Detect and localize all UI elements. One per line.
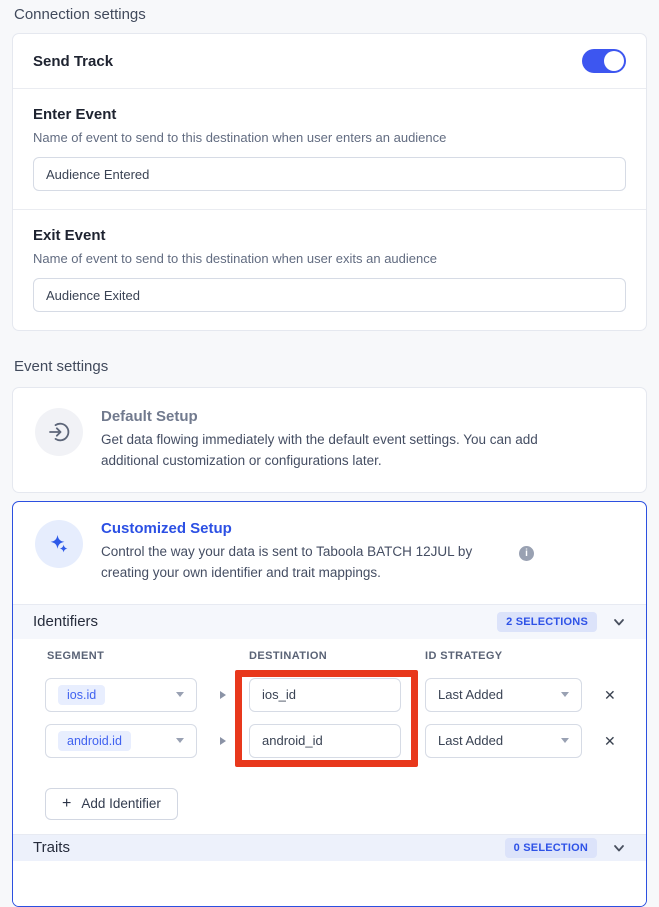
caret-down-icon xyxy=(561,692,569,697)
card-bottom-area xyxy=(13,861,646,906)
caret-down-icon xyxy=(561,738,569,743)
segment-chip: ios.id xyxy=(58,685,105,705)
segment-select-ios[interactable] xyxy=(45,678,197,712)
plus-icon: + xyxy=(62,794,72,812)
connection-settings-heading: Connection settings xyxy=(14,6,146,23)
default-setup-title: Default Setup xyxy=(101,408,198,425)
customized-setup-card xyxy=(12,501,647,907)
strategy-value: Last Added xyxy=(438,733,504,749)
id-strategy-column-header: ID STRATEGY xyxy=(425,649,503,662)
add-identifier-button[interactable] xyxy=(45,788,178,820)
strategy-value: Last Added xyxy=(438,687,504,703)
identifiers-accordion-header[interactable] xyxy=(13,604,646,639)
id-strategy-select-ios[interactable] xyxy=(425,678,582,712)
destination-input-ios[interactable] xyxy=(249,678,401,712)
destination-input-android[interactable] xyxy=(249,724,401,758)
enter-event-label: Enter Event xyxy=(33,106,117,123)
customized-setup-description: Control the way your data is sent to Taboola BATCH 12JUL by creating your own identifier and trait mappings. xyxy=(101,543,473,580)
toggle-knob xyxy=(604,51,624,71)
enter-event-input[interactable] xyxy=(33,157,626,191)
send-track-label: Send Track xyxy=(33,52,114,70)
identifier-row-android xyxy=(45,724,646,758)
send-track-toggle[interactable] xyxy=(582,49,626,73)
remove-row-button[interactable]: ✕ xyxy=(604,686,616,703)
id-strategy-select-android[interactable] xyxy=(425,724,582,758)
default-setup-text xyxy=(101,408,556,472)
traits-accordion-header[interactable] xyxy=(13,834,646,861)
caret-down-icon xyxy=(176,692,184,697)
identifier-rows xyxy=(13,678,646,758)
default-setup-card[interactable] xyxy=(12,387,647,493)
customized-setup-title: Customized Setup xyxy=(101,519,232,537)
send-track-row xyxy=(13,34,646,89)
add-identifier-label: Add Identifier xyxy=(81,796,161,812)
remove-row-button[interactable]: ✕ xyxy=(604,732,616,749)
chevron-down-icon[interactable] xyxy=(612,615,626,629)
exit-event-label: Exit Event xyxy=(33,227,106,244)
traits-selection-badge: 0 SELECTION xyxy=(505,838,597,858)
mapping-arrow-icon xyxy=(197,691,249,699)
identifiers-column-headers xyxy=(13,650,646,662)
event-settings-heading: Event settings xyxy=(14,358,109,375)
enter-event-description: Name of event to send to this destination when user enters an audience xyxy=(33,130,447,145)
enter-event-section xyxy=(13,89,646,209)
segment-select-android[interactable] xyxy=(45,724,197,758)
segment-chip: android.id xyxy=(58,731,131,751)
identifiers-selection-badge: 2 SELECTIONS xyxy=(497,612,597,632)
identifiers-title: Identifiers xyxy=(33,613,99,631)
caret-down-icon xyxy=(176,738,184,743)
info-icon[interactable]: i xyxy=(519,546,534,561)
destination-column-header: DESTINATION xyxy=(249,649,328,662)
chevron-down-icon[interactable] xyxy=(612,841,626,855)
connection-settings-card xyxy=(12,33,647,331)
default-setup-description: Get data flowing immediately with the default event settings. You can add additional customization or configurations later. xyxy=(101,432,538,468)
exit-event-description: Name of event to send to this destination when user exits an audience xyxy=(33,251,437,266)
sparkles-icon xyxy=(35,520,83,568)
identifiers-table xyxy=(13,639,646,834)
segment-column-header: SEGMENT xyxy=(47,649,105,662)
exit-event-section xyxy=(13,209,646,330)
customized-setup-text xyxy=(101,520,501,584)
traits-title: Traits xyxy=(33,839,70,857)
identifier-row-ios xyxy=(45,678,646,712)
exit-event-input[interactable] xyxy=(33,278,626,312)
enter-arrow-icon xyxy=(35,408,83,456)
mapping-arrow-icon xyxy=(197,737,249,745)
customized-setup-header[interactable] xyxy=(13,502,646,604)
